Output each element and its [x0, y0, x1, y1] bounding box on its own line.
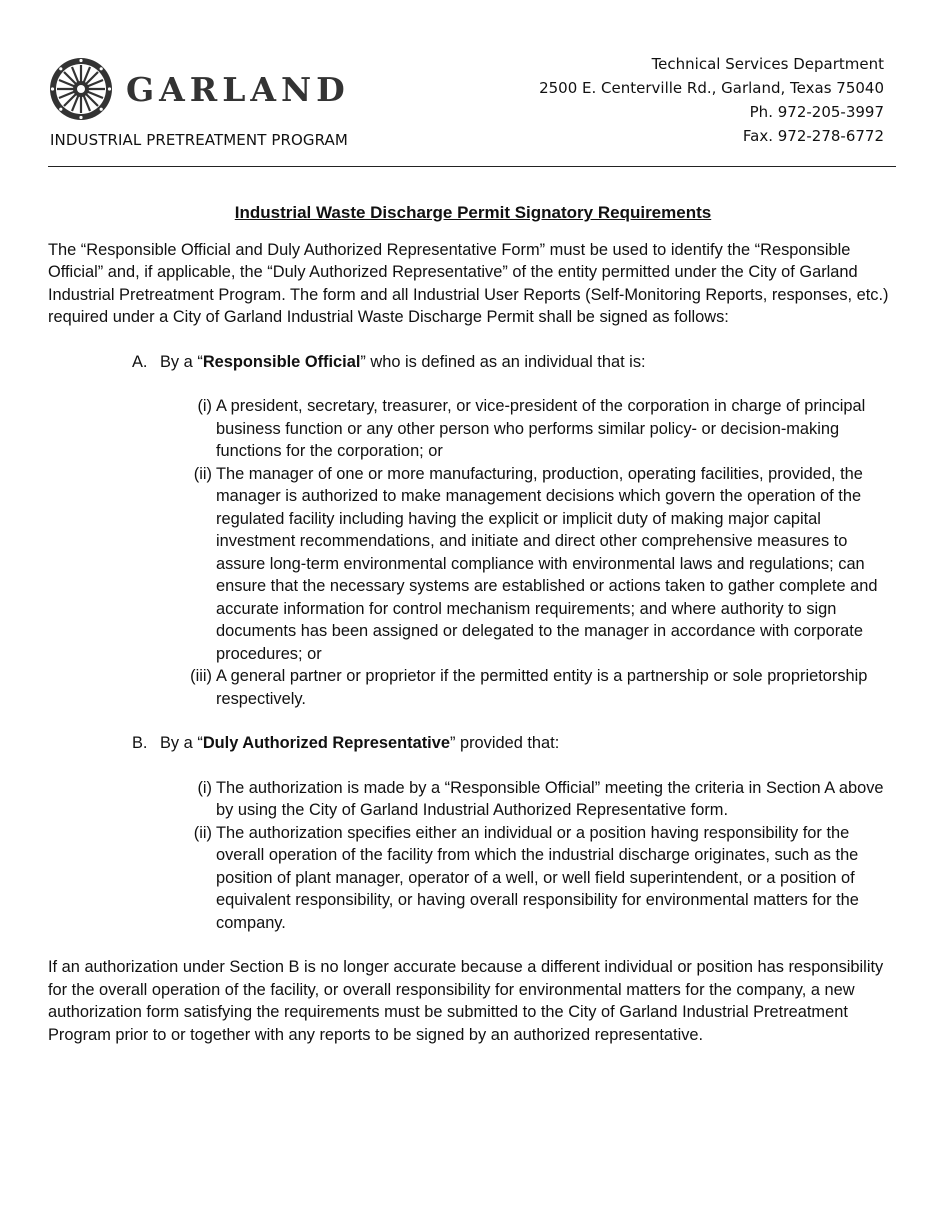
item-number: (i): [197, 397, 212, 415]
item-text: A general partner or proprietor if the permitted entity is a partnership or sole proprietorship respectively.: [216, 667, 868, 708]
item-text: The manager of one or more manufacturing, production, operating facilities, provided, the manager is authorized to make management decisions which govern the operation of the regulated facility including having the explicit or implicit duty of making major capital investment recommendations, and initiate and direct other comprehensive measures to assure long-term environmental compliance with environmental laws and regulations; can ensure that the necessary systems are established or actions taken to gather complete and accurate information for control mechanism requirements; and where authority to sign documents has been assigned or delegated to the manager in accordance with corporate procedures; or: [216, 464, 878, 663]
section-b-heading: [48, 732, 898, 755]
section-b-list: [48, 777, 898, 935]
section-text: ” who is defined as an individual that is:: [360, 352, 646, 371]
garland-logo: [48, 56, 350, 122]
phone-number: Ph. 972-205-3997: [749, 103, 884, 121]
section-text: ” provided that:: [449, 734, 560, 752]
section-text: By a “: [160, 352, 203, 371]
intro-paragraph: The “Responsible Official and Duly Authorized Representative Form” must be used to identify the “Responsible Official” and, if applicable, the “Duly Authorized Representative” of the entity permitted under the City of Garland Industrial Pretreatment Program. The form and all Industrial User Reports (Self-Monitoring Reports, responses, etc.) required under a City of Garland Industrial Waste Discharge Permit shall be signed as follows:: [48, 240, 889, 326]
city-seal-icon: [48, 56, 114, 122]
item-number: (ii): [193, 823, 212, 842]
item-number: (i): [197, 778, 212, 797]
logo-wordmark: GARLAND: [126, 69, 350, 109]
list-item: [48, 777, 898, 822]
contact-block: [539, 52, 884, 148]
list-item: [48, 822, 898, 935]
document-body: [48, 202, 898, 1046]
section-term: Responsible Official: [202, 352, 361, 371]
item-text: A president, secretary, treasurer, or vice-president of the corporation in charge of principal business function or any other person who performs similar policy- or decision-making functions for the corporation; or: [216, 397, 866, 460]
section-term: Duly Authorized Representative: [202, 734, 450, 752]
list-item: [48, 665, 898, 710]
section-a-heading: [48, 351, 898, 374]
closing-paragraph: If an authorization under Section B is no longer accurate because a different individual or position has responsibility for the overall operation of the facility, or overall responsibility for environmental matters for the company, a new authorization form satisfying the requirements must be submitted to the City of Garland Industrial Pretreatment Program prior to or together with any reports to be signed by an authorized representative.: [48, 958, 884, 1044]
item-text: The authorization specifies either an individual or a position having responsibility for the overall operation of the facility from which the industrial discharge originates, such as the position of plant manager, operator of a well, or well field superintendent, or a position of equivalent responsibility, or having overall responsibility for environmental matters for the company.: [216, 823, 859, 932]
header-divider: [48, 166, 896, 167]
list-item: [48, 395, 898, 463]
department-address: 2500 E. Centerville Rd., Garland, Texas 75040: [539, 79, 884, 97]
item-number: (ii): [193, 464, 212, 483]
section-text: By a “: [160, 734, 203, 752]
page-header: [0, 0, 950, 170]
fax-number: Fax. 972-278-6772: [742, 127, 884, 145]
section-a-list: [48, 395, 898, 710]
page-title: Industrial Waste Discharge Permit Signatory Requirements: [234, 203, 712, 222]
department-name: Technical Services Department: [651, 55, 884, 73]
item-number: (iii): [190, 667, 212, 685]
item-text: The authorization is made by a “Responsible Official” meeting the criteria in Section A above by using the City of Garland Industrial Authorized Representative form.: [216, 778, 884, 819]
program-name: INDUSTRIAL PRETREATMENT PROGRAM: [50, 131, 348, 149]
section-letter: A.: [132, 352, 148, 371]
section-letter: B.: [132, 734, 148, 752]
list-item: [48, 463, 898, 666]
